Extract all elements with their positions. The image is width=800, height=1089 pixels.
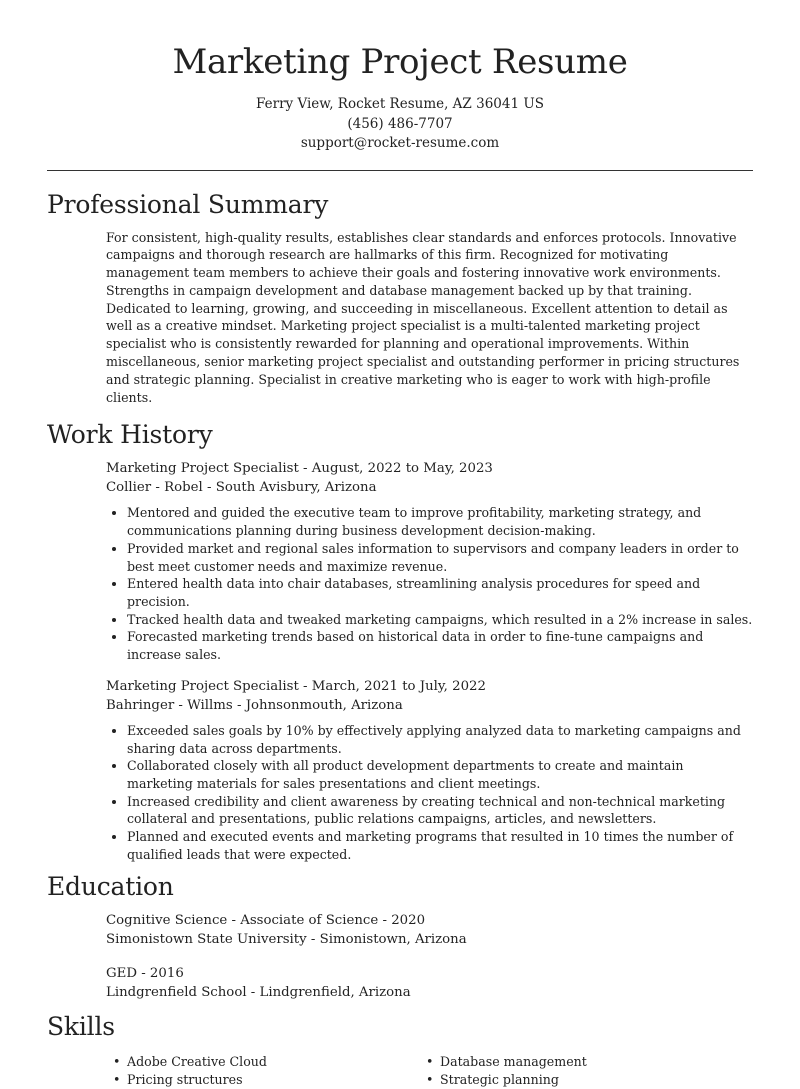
- contact-address: Ferry View, Rocket Resume, AZ 36041 US: [256, 96, 544, 112]
- header-divider: [47, 170, 753, 171]
- summary-heading: Professional Summary: [47, 189, 329, 219]
- job-bullet: • Collaborated closely with all product development departments to create and maintain marketing materials for sales presentations and client meetings.: [127, 757, 753, 792]
- summary-text: For consistent, high-quality results, establishes clear standards and enforces protocols. Innovative campaigns and thorough research are hallmarks of this firm. Recognized for motivating management team members to achieve their goals and fostering innovative work environments. Strengths in campaign development and database management backed up by that training. Dedicated to learning, growing, and succeeding in miscellaneous. Excellent attention to detail as well as a creative mindset. Marketing project specialist is a multi-talented marketing project specialist who is consistently rewarded for planning and operational improvements. Within miscellaneous, senior marketing project specialist and outstanding performer in pricing structures and strategic planning. Specialist in creative marketing who is eager to work with high-profile clients.: [106, 229, 740, 405]
- skill-item: • Adobe Creative Cloud: [127, 1053, 440, 1071]
- job-bullet-list: [47, 722, 753, 864]
- education-entry: [106, 964, 753, 1002]
- contact-block: [47, 95, 753, 154]
- skills-column-left: [127, 1053, 440, 1088]
- skills-column-right: [440, 1053, 753, 1088]
- job-bullet: • Planned and executed events and marketing programs that resulted in 10 times the number of qualified leads that were expected.: [127, 828, 753, 863]
- education-degree-line: GED - 2016: [106, 966, 184, 982]
- job-bullet-list: [47, 504, 753, 663]
- job-bullet: • Mentored and guided the executive team to improve profitability, marketing strategy, and communications planning during business development decision-making.: [127, 504, 753, 539]
- job-bullet: • Provided market and regional sales information to supervisors and company leaders in order to best meet customer needs and maximize revenue.: [127, 540, 753, 575]
- skills-heading: Skills: [47, 1012, 115, 1042]
- job-bullet: • Tracked health data and tweaked marketing campaigns, which resulted in a 2% increase in sales.: [127, 611, 753, 629]
- skill-item: • Strategic planning: [440, 1071, 753, 1089]
- contact-phone: (456) 486-7707: [347, 115, 453, 132]
- education-heading: Education: [47, 872, 174, 902]
- contact-email: support@rocket-resume.com: [300, 135, 500, 151]
- job-bullet: • Entered health data into chair databases, streamlining analysis procedures for speed and precision.: [127, 575, 753, 610]
- skills-list: [127, 1053, 753, 1088]
- job-title-line: Marketing Project Specialist - March, 2021 to July, 2022: [106, 678, 486, 694]
- education-entry: [106, 911, 753, 949]
- job-entry: [106, 677, 753, 715]
- job-company-line: Collier - Robel - South Avisbury, Arizona: [106, 480, 377, 496]
- work-history-heading: Work History: [47, 420, 213, 450]
- education-school-line: Lindgrenfield School - Lindgrenfield, Arizona: [106, 985, 411, 1001]
- job-title-line: Marketing Project Specialist - August, 2022 to May, 2023: [106, 461, 493, 477]
- job-company-line: Bahringer - Willms - Johnsonmouth, Arizona: [106, 697, 403, 713]
- education-degree-line: Cognitive Science - Associate of Science - 2020: [106, 913, 426, 929]
- job-bullet: • Forecasted marketing trends based on historical data in order to fine-tune campaigns and increase sales.: [127, 628, 753, 663]
- job-entry: [106, 459, 753, 497]
- skill-item: • Database management: [440, 1053, 753, 1071]
- education-school-line: Simonistown State University - Simonistown, Arizona: [106, 932, 467, 948]
- job-bullet: • Exceeded sales goals by 10% by effectively applying analyzed data to marketing campaigns and sharing data across departments.: [127, 722, 753, 757]
- job-bullet: • Increased credibility and client awareness by creating technical and non-technical marketing collateral and presentations, public relations campaigns, articles, and newsletters.: [127, 793, 753, 828]
- resume-title: Marketing Project Resume: [172, 42, 628, 82]
- skill-item: • Pricing structures: [127, 1071, 440, 1089]
